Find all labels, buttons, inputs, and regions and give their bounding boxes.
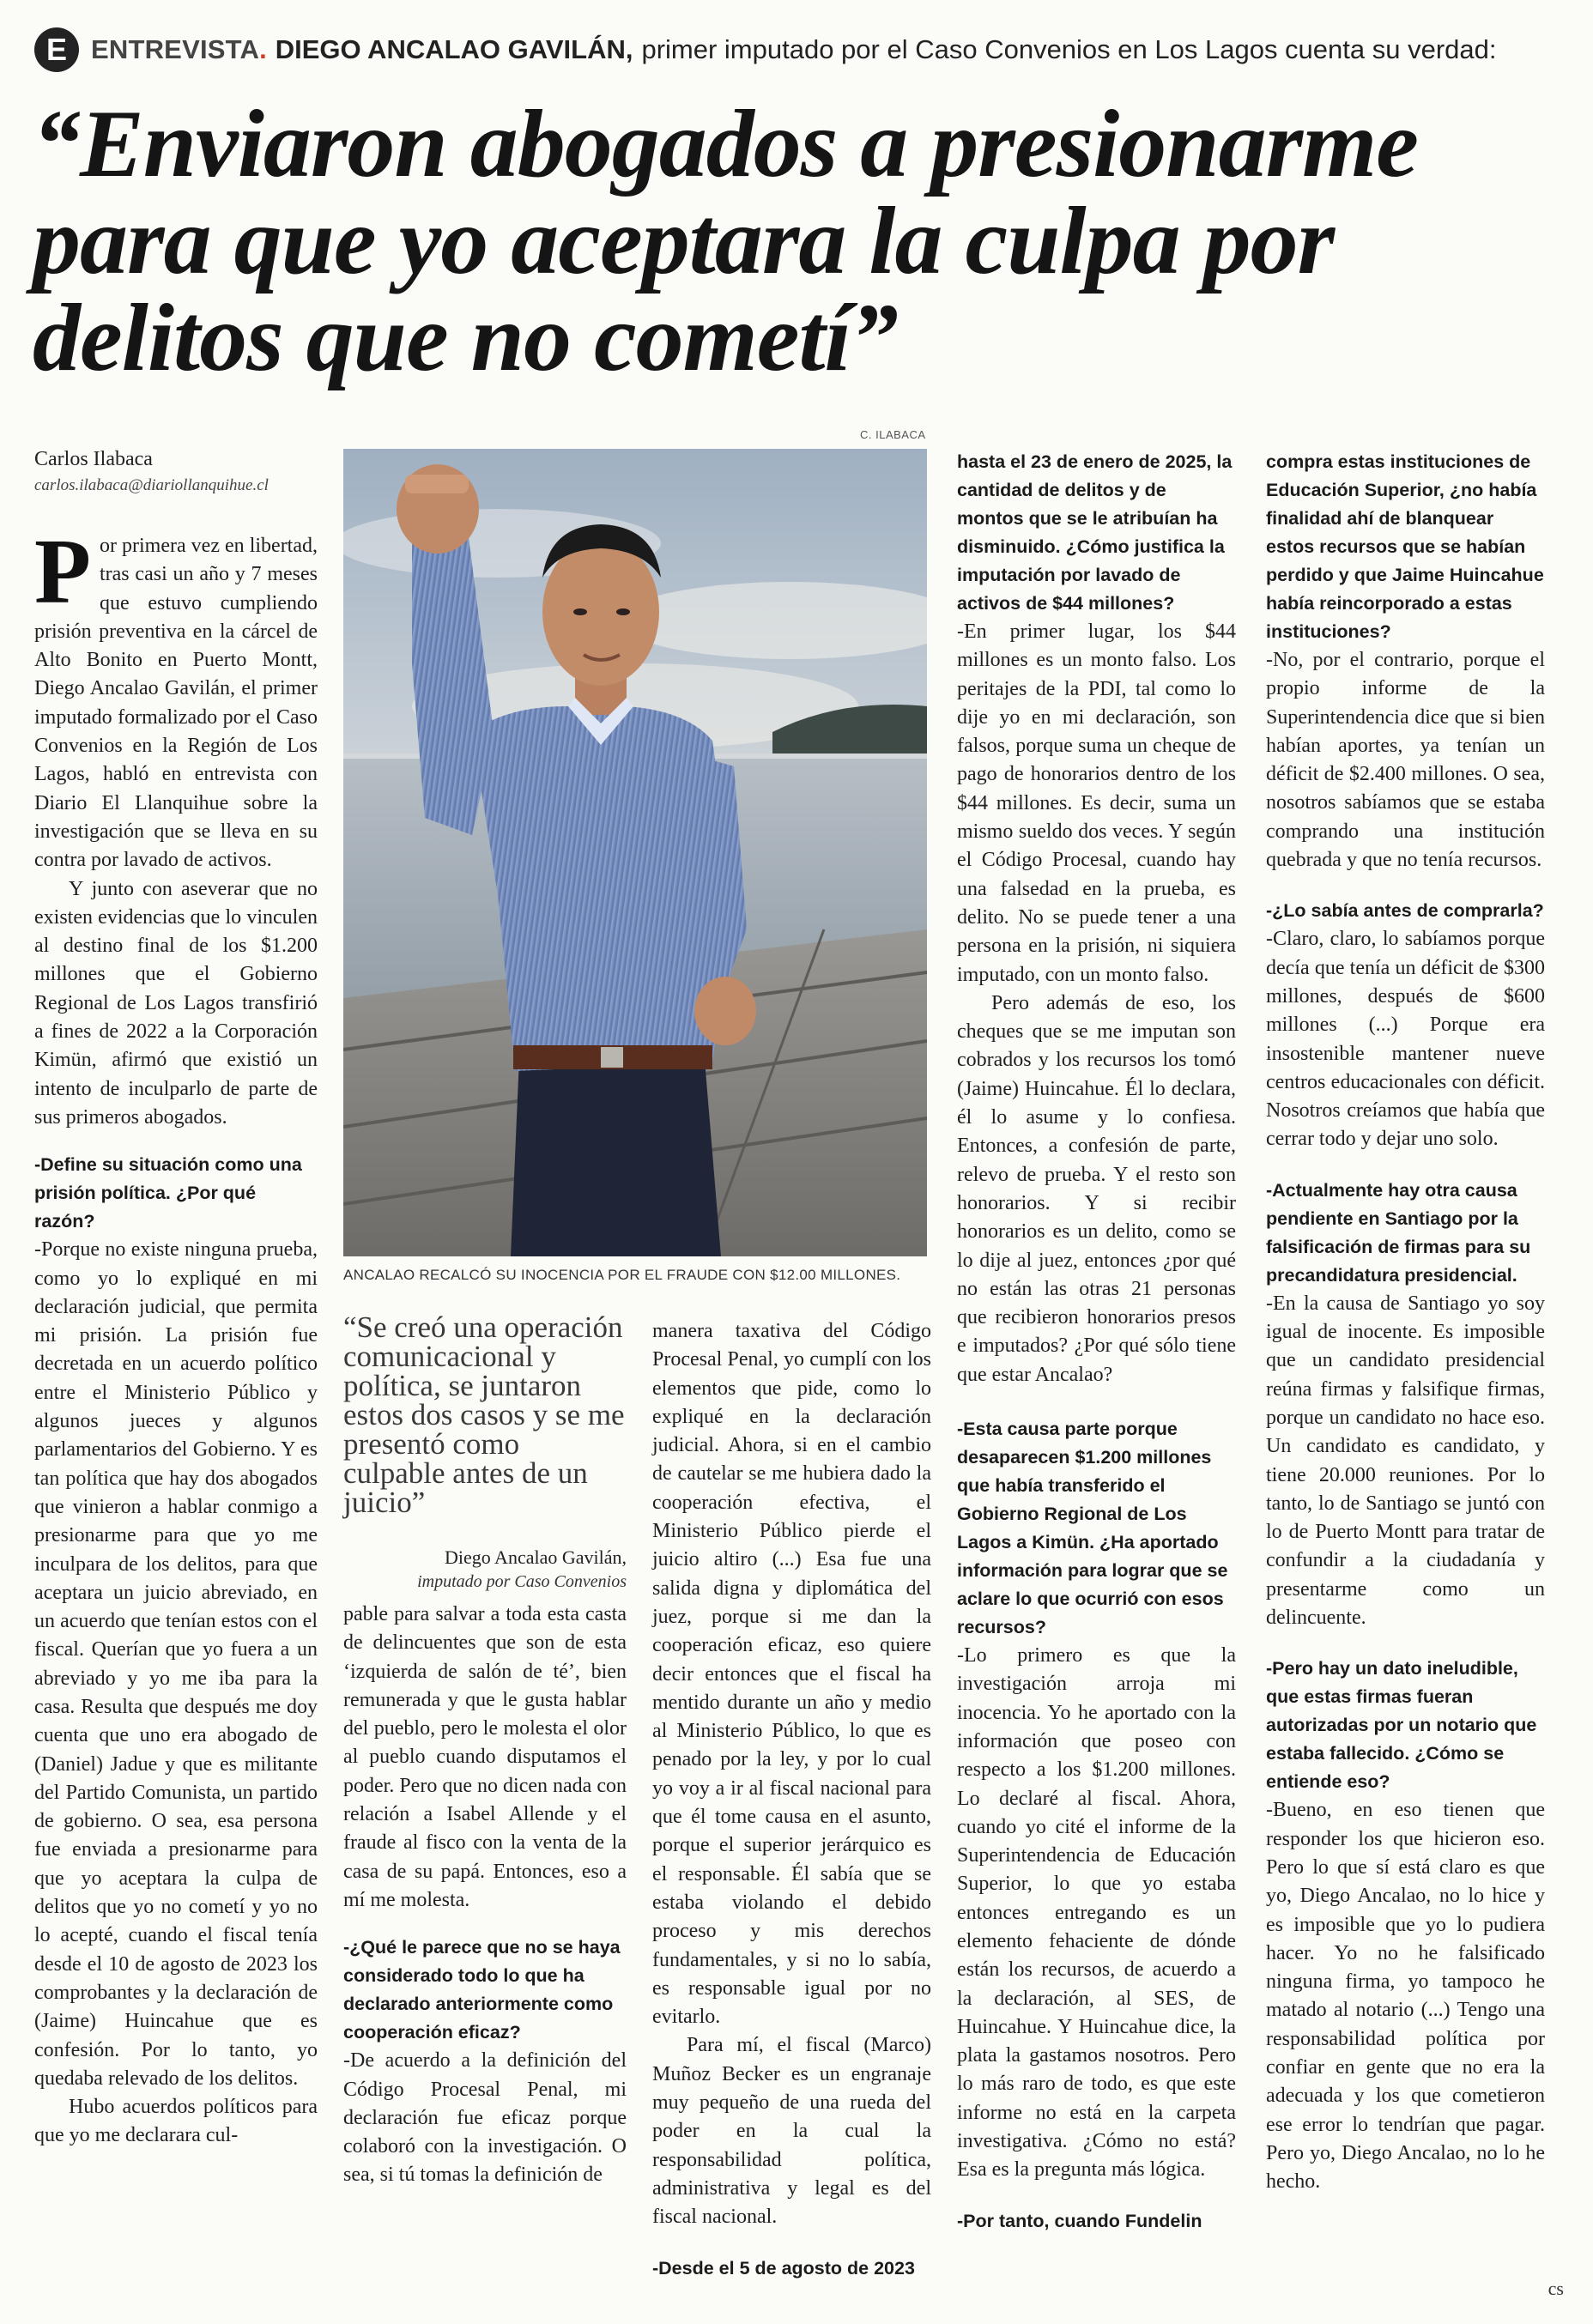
answer: -Bueno, en eso tienen que responder los que hicieron eso. Pero lo que sí está claro es que yo, Diego Ancalao, no lo hice y es imposible que yo lo pudiera hacer. Yo no he falsificado ninguna firma, yo tampoco he matado al notario (...) Tengo una responsabilidad política por confiar en gente que no era la adecuada y los que cometieron ese error lo tendrían que pagar. Pero yo, Diego Ancalao, no lo he hecho. [1266, 1799, 1545, 2194]
end-mark: cs [1548, 2278, 1564, 2299]
paragraph: Hubo acuerdos políticos para que yo me declarara cul- [34, 2096, 318, 2147]
pull-quote [343, 1310, 627, 1592]
paragraph: pable para salvar a toda esta casta de delincuentes que son de esta ‘izquierda de salón de té’, bien remunerada y que le gusta hablar del pueblo, pero le molesta el olor al pueblo cuando disputamos el poder. Pero que no dicen nada con relación a Isabel Allende y el fraude al fisco con la venta de la casa de su papá. Entonces, eso a mí me molesta. [343, 1603, 627, 1911]
column-2 [343, 1601, 627, 2190]
question: hasta el 23 de enero de 2025, la cantidad de delitos y de montos que se le atribuían ha disminuido. ¿Cómo justifica la imputación por lavado de activos de $44 millones? [957, 451, 1233, 614]
question: -Pero hay un dato ineludible, que estas firmas fueran autorizadas por un notario que estaba fallecido. ¿Cómo se entiende eso? [1266, 1658, 1537, 1793]
column-3 [652, 1317, 931, 2283]
answer: -En primer lugar, los $44 millones es un monto falso. Los peritajes de la PDI, tal como lo dije yo en mi declaración, son falsos, porque suma un cheque de pago de honorarios dentro de los $44 millones. Es decir, suma un mismo sueldo dos veces. Y según el Código Procesal, cuando hay una falsedad en la prueba, es delito. No se puede tener a una persona en la prisión, ni siquiera imputado, con un monto falso. [957, 620, 1236, 986]
pull-quote-name: Diego Ancalao Gavilán, [445, 1546, 627, 1568]
photo-caption: ANCALAO RECALCÓ SU INOCENCIA POR EL FRAUDE CON $12.00 MILLONES. [343, 1267, 901, 1283]
author-name: Carlos Ilabaca [34, 448, 153, 470]
paragraph: Y junto con aseverar que no existen evidencias que lo vinculen al destino final de los $1.200 millones que el Gobierno Regional de Los Lagos transfirió a fines de 2022 a la Corporación Kimün, afirmó que existió un intento de inculparlo de parte de sus primeros abogados. [34, 877, 318, 1129]
photo-illustration [343, 449, 927, 1256]
kicker-lead: ENTREVISTA [91, 34, 260, 64]
question: compra estas instituciones de Educación Superior, ¿no había finalidad ahí de blanquear estos recursos que se habían perdido y que Jaime Huincahue había reincorporado a estas instituciones? [1266, 451, 1544, 642]
photo-credit: C. ILABACA [860, 428, 926, 441]
lead-paragraph-text: or primera vez en libertad, tras casi un año y 7 meses que estuvo cumpliendo prisión preventiva en la cárcel de Alto Bonito en Puerto Montt, Diego Ancalao Gavilán, el primer imputado formalizado por el Caso Convenios en la Región de Los Lagos, habló en entrevista con Diario El Llanquihue sobre la investigación que se lleva en su contra por lavado de activos. [34, 535, 318, 872]
question: -Por tanto, cuando Fundelin [957, 2210, 1202, 2231]
headline: “Enviaron abogados a presionarme para que yo aceptara la culpa por delitos que no cometí” [33, 91, 1418, 391]
question: -Desde el 5 de agosto de 2023 [652, 2257, 915, 2279]
column-1 [34, 521, 318, 2151]
answer: -No, por el contrario, porque el propio informe de la Superintendencia dice que si bien habían aportes, ya tenían un déficit de $2.400 millones. O sea, nosotros sabíamos que se estaba comprando una institución quebrada y que no tenía recursos. [1266, 649, 1545, 872]
question: -¿Lo sabía antes de comprarla? [1266, 900, 1544, 922]
answer: -Lo primero es que la investigación arroja mi inocencia. Yo he aportado con la información que poseo con respecto a los $1.200 millones. Lo declaré al fiscal. Ahora, cuando yo cité el informe de la Superintendencia de Educación Superior, lo que yo estaba entonces entregando es un elemento fehaciente de dónde están los recursos, de acuerdo a la declaración, al SES, de Huincahue. Y Huincahue dice, la plata la gastamos nosotros. Pero lo más raro de todo, es que este informe no está en la carpeta investigativa. ¿Cómo no está? Esa es la pregunta más lógica. [957, 1644, 1236, 2182]
paragraph: manera taxativa del Código Procesal Penal, yo cumplí con los elementos que pide, como lo expliqué en la declaración judicial. Ahora, si en el cambio de cautelar se me hubiera dado la cooperación efectiva, el Ministerio Público pierde el juicio altiro (...) Esa fue una salida digna y diplomática del juez, porque si me dan la cooperación eficaz, eso quiere decir entonces que el fiscal ha mentido durante un año y medio al Ministerio Público, lo que es penado por la ley, y por lo cual yo voy a ir al fiscal nacional para que él tome causa en el asunto, porque el superior jerárquico es el responsable. Él sabía que se estaba violando el debido proceso y mis derechos fundamentales, y si no lo sabía, es responsable igual por no evitarlo. [652, 1320, 931, 2029]
answer: -De acuerdo a la definición del Código Procesal Penal, mi declaración fue eficaz porque colaboró con la investigación. O sea, si tú tomas la definición de [343, 2049, 627, 2187]
author-email: carlos.ilabaca@diariollanquihue.cl [34, 476, 269, 494]
column-5 [1266, 448, 1545, 2196]
drop-cap: P [34, 521, 91, 623]
paragraph: Pero además de eso, los cheques que se me imputan son cobrados y los recursos los tomó (Jaime) Huincahue. Él lo declara, él lo asume y lo confiesa. Entonces, a confesión de parte, relevo de prueba. Y el resto son honorarios. Y si recibir honorarios es un delito, como se lo dije al juez, entonces ¿por qué no están las otras 21 personas que recibieron honorarios presos e imputados? ¿Por qué sólo tiene que estar Ancalao? [957, 991, 1236, 1386]
question: -Actualmente hay otra causa pendiente en Santiago por la falsificación de firmas para su precandidatura presidencial. [1266, 1179, 1531, 1286]
answer: -En la causa de Santiago yo soy igual de inocente. Es imposible que un candidato presidencial reúna firmas y falsifique firmas, porque un candidato no hace eso. Un candidato es candidato, y tiene 20.000 reuniones. Por lo tanto, lo de Santiago se juntó con lo de Puerto Montt para tratar de confundir a la ciudadanía y presentarme como un delincuente. [1266, 1292, 1545, 1630]
interview-photo [343, 449, 927, 1256]
section-kicker [34, 26, 1579, 74]
paragraph: Para mí, el fiscal (Marco) Muñoz Becker es un engranaje muy pequeño de una rueda del poder en la cual la responsabilidad política, administrativa y legal es del fiscal nacional. [652, 2034, 931, 2229]
kicker-name: DIEGO ANCALAO GAVILÁN, [275, 34, 633, 64]
question: -Esta causa parte porque desaparecen $1.200 millones que había transferido el Gobierno Regional de Los Lagos a Kimün. ¿Ha aportado información para lograr que se aclare lo que ocurrió con esos recursos? [957, 1419, 1228, 1638]
answer: -Claro, claro, lo sabíamos porque decía que tenía un déficit de $300 millones, después de $600 millones (...) Porque era insostenible mantener nueve centros educacionales con déficit. Nosotros creíamos que había que cerrar todo y dejar uno solo. [1266, 928, 1545, 1151]
section-badge: E [34, 27, 79, 72]
kicker-text: primer imputado por el Caso Convenios en Los Lagos cuenta su verdad: [641, 34, 1497, 64]
kicker-dot: . [259, 34, 267, 64]
column-4 [957, 448, 1236, 2236]
pull-quote-role: imputado por Caso Convenios [417, 1572, 627, 1591]
question: -¿Qué le parece que no se haya considerado todo lo que ha declarado anteriormente como cooperación eficaz? [343, 1937, 621, 2043]
answer: -Porque no existe ninguna prueba, como yo lo expliqué en mi declaración judicial, que permita mi prisión. La prisión fue decretada en un acuerdo político entre el Ministerio Público y algunos jueces y algunos parlamentarios del Gobierno. Y es tan política que hay dos abogados que vinieron a hablar conmigo a presionarme para que yo me inculpara de los delitos, para que aceptara un juicio abreviado, en un acuerdo que tenían estos con el fiscal. Querían que yo fuera a un abreviado y yo me iba para la casa. Resulta que después me doy cuenta que uno era abogado de (Daniel) Jadue y que es militante del Partido Comunista, un partido de gobierno. O sea, esa persona fue enviada a presionarme para que yo aceptara la culpa de delitos que yo no cometí y yo no lo acepté, cuando el fiscal tenía desde el 10 de agosto de 2023 los comprobantes y la declaración de (Jaime) Huincahue que es confesión. Por lo tanto, yo quedaba relevado de los delitos. [34, 1238, 318, 2090]
pull-quote-text: “Se creó una operación comunicacional y política, se juntaron estos dos casos y se me presentó como culpable antes de un juicio” [343, 1310, 625, 1519]
question: -Define su situación como una prisión política. ¿Por qué razón? [34, 1154, 302, 1232]
byline [34, 448, 326, 495]
lead-paragraph [34, 521, 318, 875]
